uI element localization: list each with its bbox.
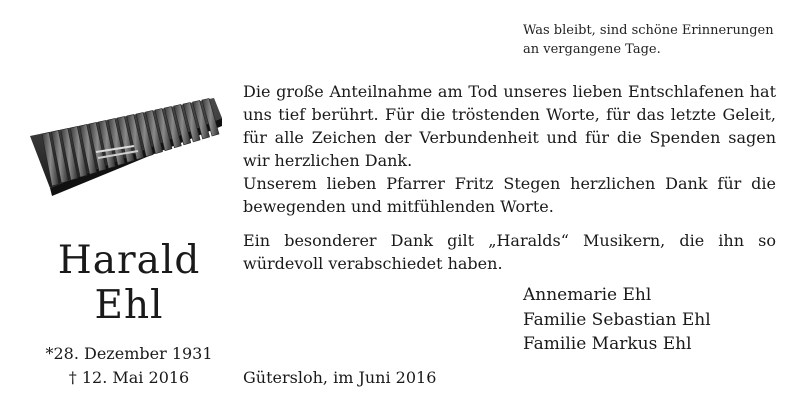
message-paragraph-2: Unserem lieben Pfarrer Fritz Stegen herzlichen Dank für die bewegenden und mitfühlenden Worte.: [243, 174, 776, 216]
deceased-last-name: Ehl: [94, 283, 164, 328]
motto-line-1: Was bleibt, sind schöne Erinnerungen: [523, 23, 774, 38]
signer: Familie Markus Ehl: [523, 334, 692, 354]
signer: Annemarie Ehl: [523, 285, 652, 305]
motto-line-2: an vergangene Tage.: [523, 42, 661, 57]
birth-date: *28. Dezember 1931: [45, 344, 213, 363]
message-paragraph-1: Die große Anteilnahme am Tod unseres lieben Entschlafenen hat uns tief berührt. Für die tröstenden Worte, für das letzte Geleit, für alle Zeichen der Verbundenheit und für die Spenden sagen wir herzlichen Dank.: [243, 82, 776, 170]
place-and-date: Gütersloh, im Juni 2016: [243, 368, 437, 387]
deceased-first-name: Harald: [57, 238, 201, 283]
motto: [523, 21, 774, 59]
signers: [523, 283, 711, 357]
message-paragraph-3: Ein besonderer Dank gilt „Haralds“ Musikern, die ihn so würdevoll verabschiedet haben.: [243, 231, 776, 273]
xylophone-illustration: [26, 88, 226, 198]
signer: Familie Sebastian Ehl: [523, 309, 711, 330]
death-date: † 12. Mai 2016: [68, 368, 190, 387]
